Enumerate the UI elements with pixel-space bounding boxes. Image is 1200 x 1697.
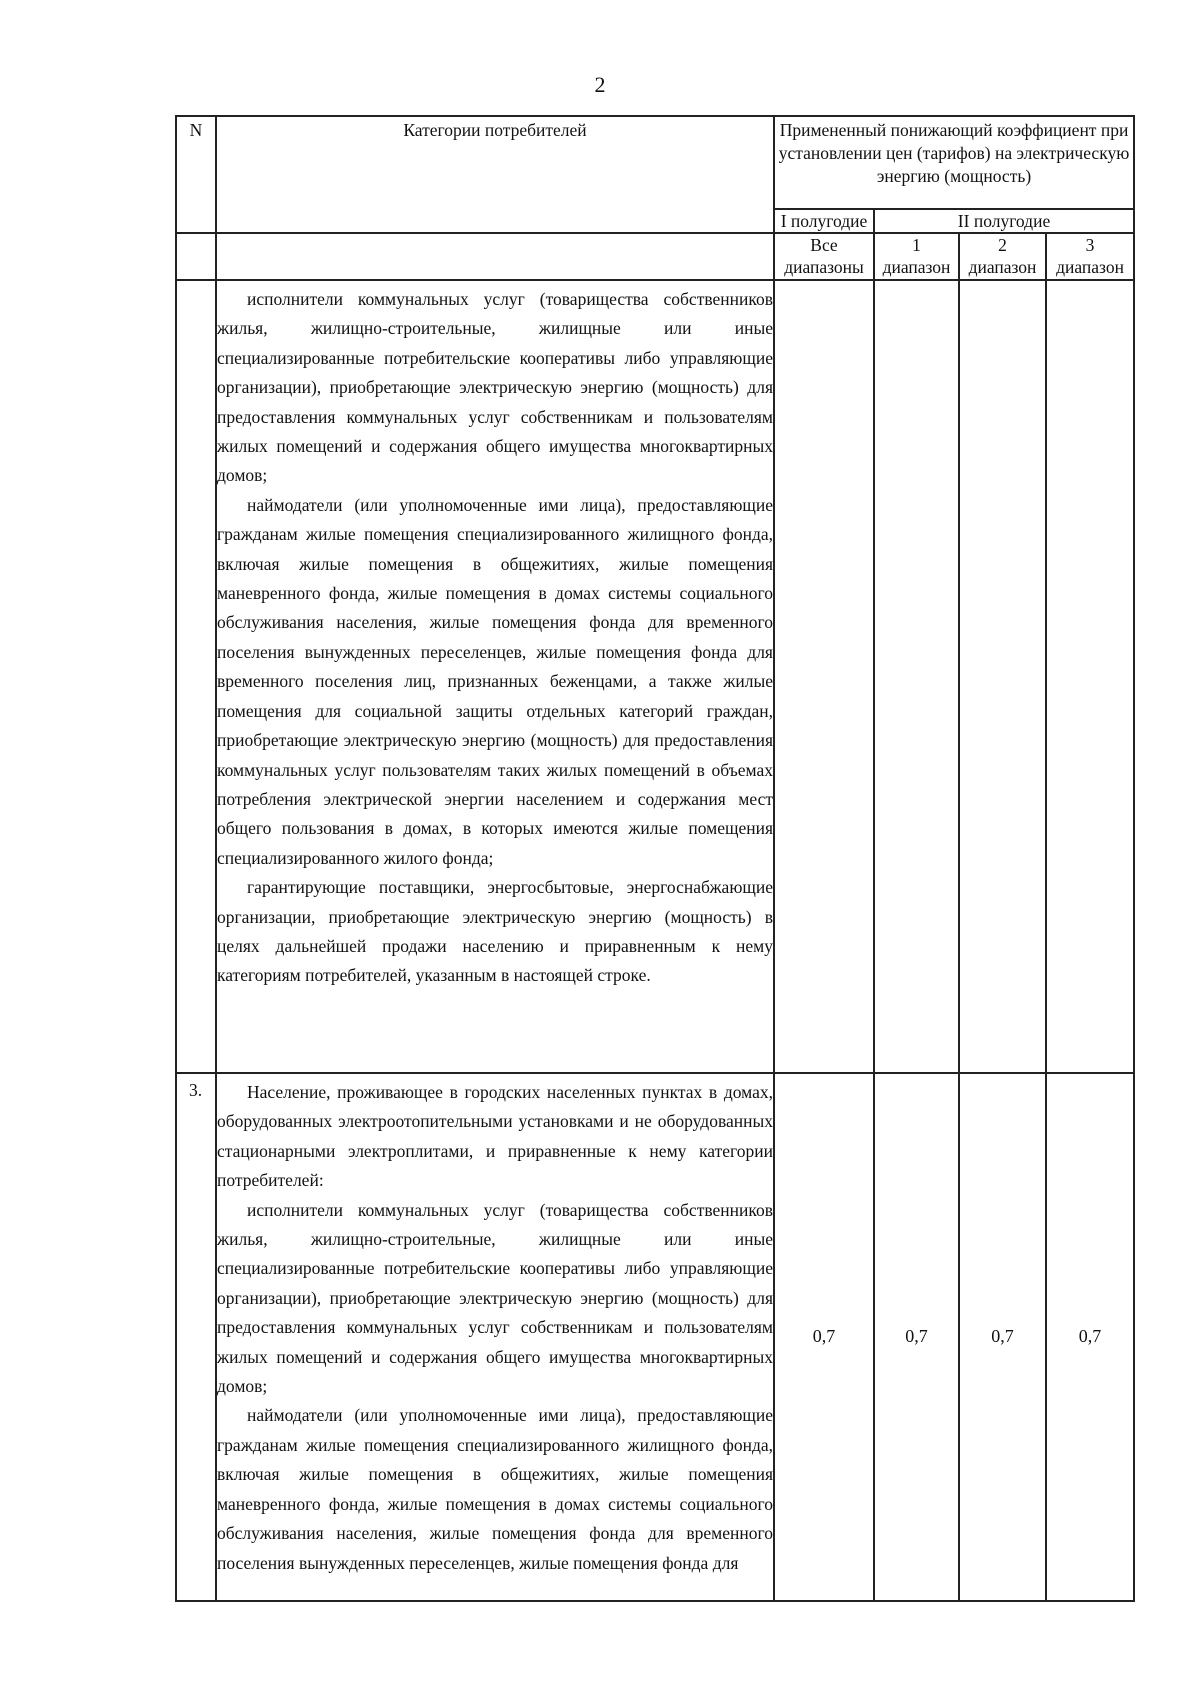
row-continuation-value-1 bbox=[874, 280, 959, 1073]
header-row-1 bbox=[176, 116, 1134, 209]
header-row-3 bbox=[176, 233, 1134, 280]
row-3-value-1: 0,7 bbox=[874, 1073, 959, 1601]
header-range-1-number: 1 bbox=[912, 235, 921, 255]
row-continuation-num bbox=[176, 280, 216, 1073]
table-row-3 bbox=[176, 1073, 1134, 1601]
header-num: N bbox=[176, 116, 216, 233]
row-3-value-all: 0,7 bbox=[774, 1073, 874, 1601]
row-continuation-value-2 bbox=[959, 280, 1046, 1073]
header-range-2-number: 2 bbox=[998, 235, 1007, 255]
header-range-3-number: 3 bbox=[1085, 235, 1095, 255]
header-range-3-label: диапазон bbox=[1056, 257, 1124, 277]
header-range-3 bbox=[1046, 233, 1134, 280]
header-half-1: I полугодие bbox=[774, 209, 874, 233]
tariff-table bbox=[175, 115, 1135, 1602]
row-3-text bbox=[216, 1073, 774, 1601]
paragraph: гарантирующие поставщики, энергосбытовые, энергоснабжающие организации, приобретающие электрическую энергию (мощность) в целях дальнейшей продажи населению и приравненным к нему категориям потребителей, указанным в настоящей строке. bbox=[217, 877, 773, 986]
header-categories: Категории потребителей bbox=[216, 116, 774, 233]
page-number: 2 bbox=[594, 72, 606, 97]
header-all-ranges: Все диапазоны bbox=[774, 233, 874, 280]
row-continuation-text bbox=[216, 280, 774, 1073]
table-row-continuation bbox=[176, 280, 1134, 1073]
header-range-2-label: диапазон bbox=[968, 257, 1037, 277]
paragraph: исполнители коммунальных услуг (товарищества собственников жилья, жилищно-строительные, жилищные или иные специализированные потребительские кооперативы либо управляющие организации), приобретающие электрическую энергию (мощность) для предоставления коммунальных услуг собственникам и пользователям жилых помещений и содержания общего имущества многоквартирных домов; bbox=[217, 1199, 773, 1397]
paragraph: наймодатели (или уполномоченные ими лица), предоставляющие гражданам жилые помещения специализированного жилищного фонда, включая жилые помещения в общежитиях, жилые помещения маневренного фонда, жилые помещения в домах системы социального обслуживания населения, жилые помещения фонда для временного поселения вынужденных переселенцев, жилые помещения фонда для временного поселения лиц, признанных беженцами, а также жилые помещения для социальной защиты отдельных категорий граждан, приобретающие электрическую энергию (мощность) для предоставления коммунальных услуг пользователям таких жилых помещений в объемах потребления электрической энергии населением и содержания мест общего пользования в домах, в которых имеются жилые помещения специализированного жилого фонда; bbox=[217, 494, 773, 868]
header-empty-categories bbox=[216, 233, 774, 280]
header-range-1 bbox=[874, 233, 959, 280]
header-range-2 bbox=[959, 233, 1046, 280]
row-3-value-2: 0,7 bbox=[959, 1073, 1046, 1601]
row-3-num: 3. bbox=[176, 1073, 216, 1601]
header-coefficient: Примененный понижающий коэффициент при установлении цен (тарифов) на электрическую энергию (мощность) bbox=[774, 116, 1134, 209]
header-range-1-label: диапазон bbox=[882, 257, 951, 277]
header-empty-num bbox=[176, 233, 216, 280]
row-continuation-value-all bbox=[774, 280, 874, 1073]
paragraph: наймодатели (или уполномоченные ими лица), предоставляющие гражданам жилые помещения специализированного жилищного фонда, включая жилые помещения в общежитиях, жилые помещения маневренного фонда, жилые помещения в домах системы социального обслуживания населения, жилые помещения фонда для временного поселения вынужденных переселенцев, жилые помещения фонда для bbox=[217, 1405, 773, 1573]
row-continuation-value-3 bbox=[1046, 280, 1134, 1073]
row-3-value-3: 0,7 bbox=[1046, 1073, 1134, 1601]
paragraph: Население, проживающее в городских населенных пунктах в домах, оборудованных электроотопительными установками и не оборудованных стационарными электроплитами, и приравненные к нему категории потребителей: bbox=[217, 1082, 773, 1191]
paragraph: исполнители коммунальных услуг (товарищества собственников жилья, жилищно-строительные, жилищные или иные специализированные потребительские кооперативы либо управляющие организации), приобретающие электрическую энергию (мощность) для предоставления коммунальных услуг собственникам и пользователям жилых помещений и содержания общего имущества многоквартирных домов; bbox=[217, 289, 773, 486]
header-half-2: II полугодие bbox=[874, 209, 1134, 233]
